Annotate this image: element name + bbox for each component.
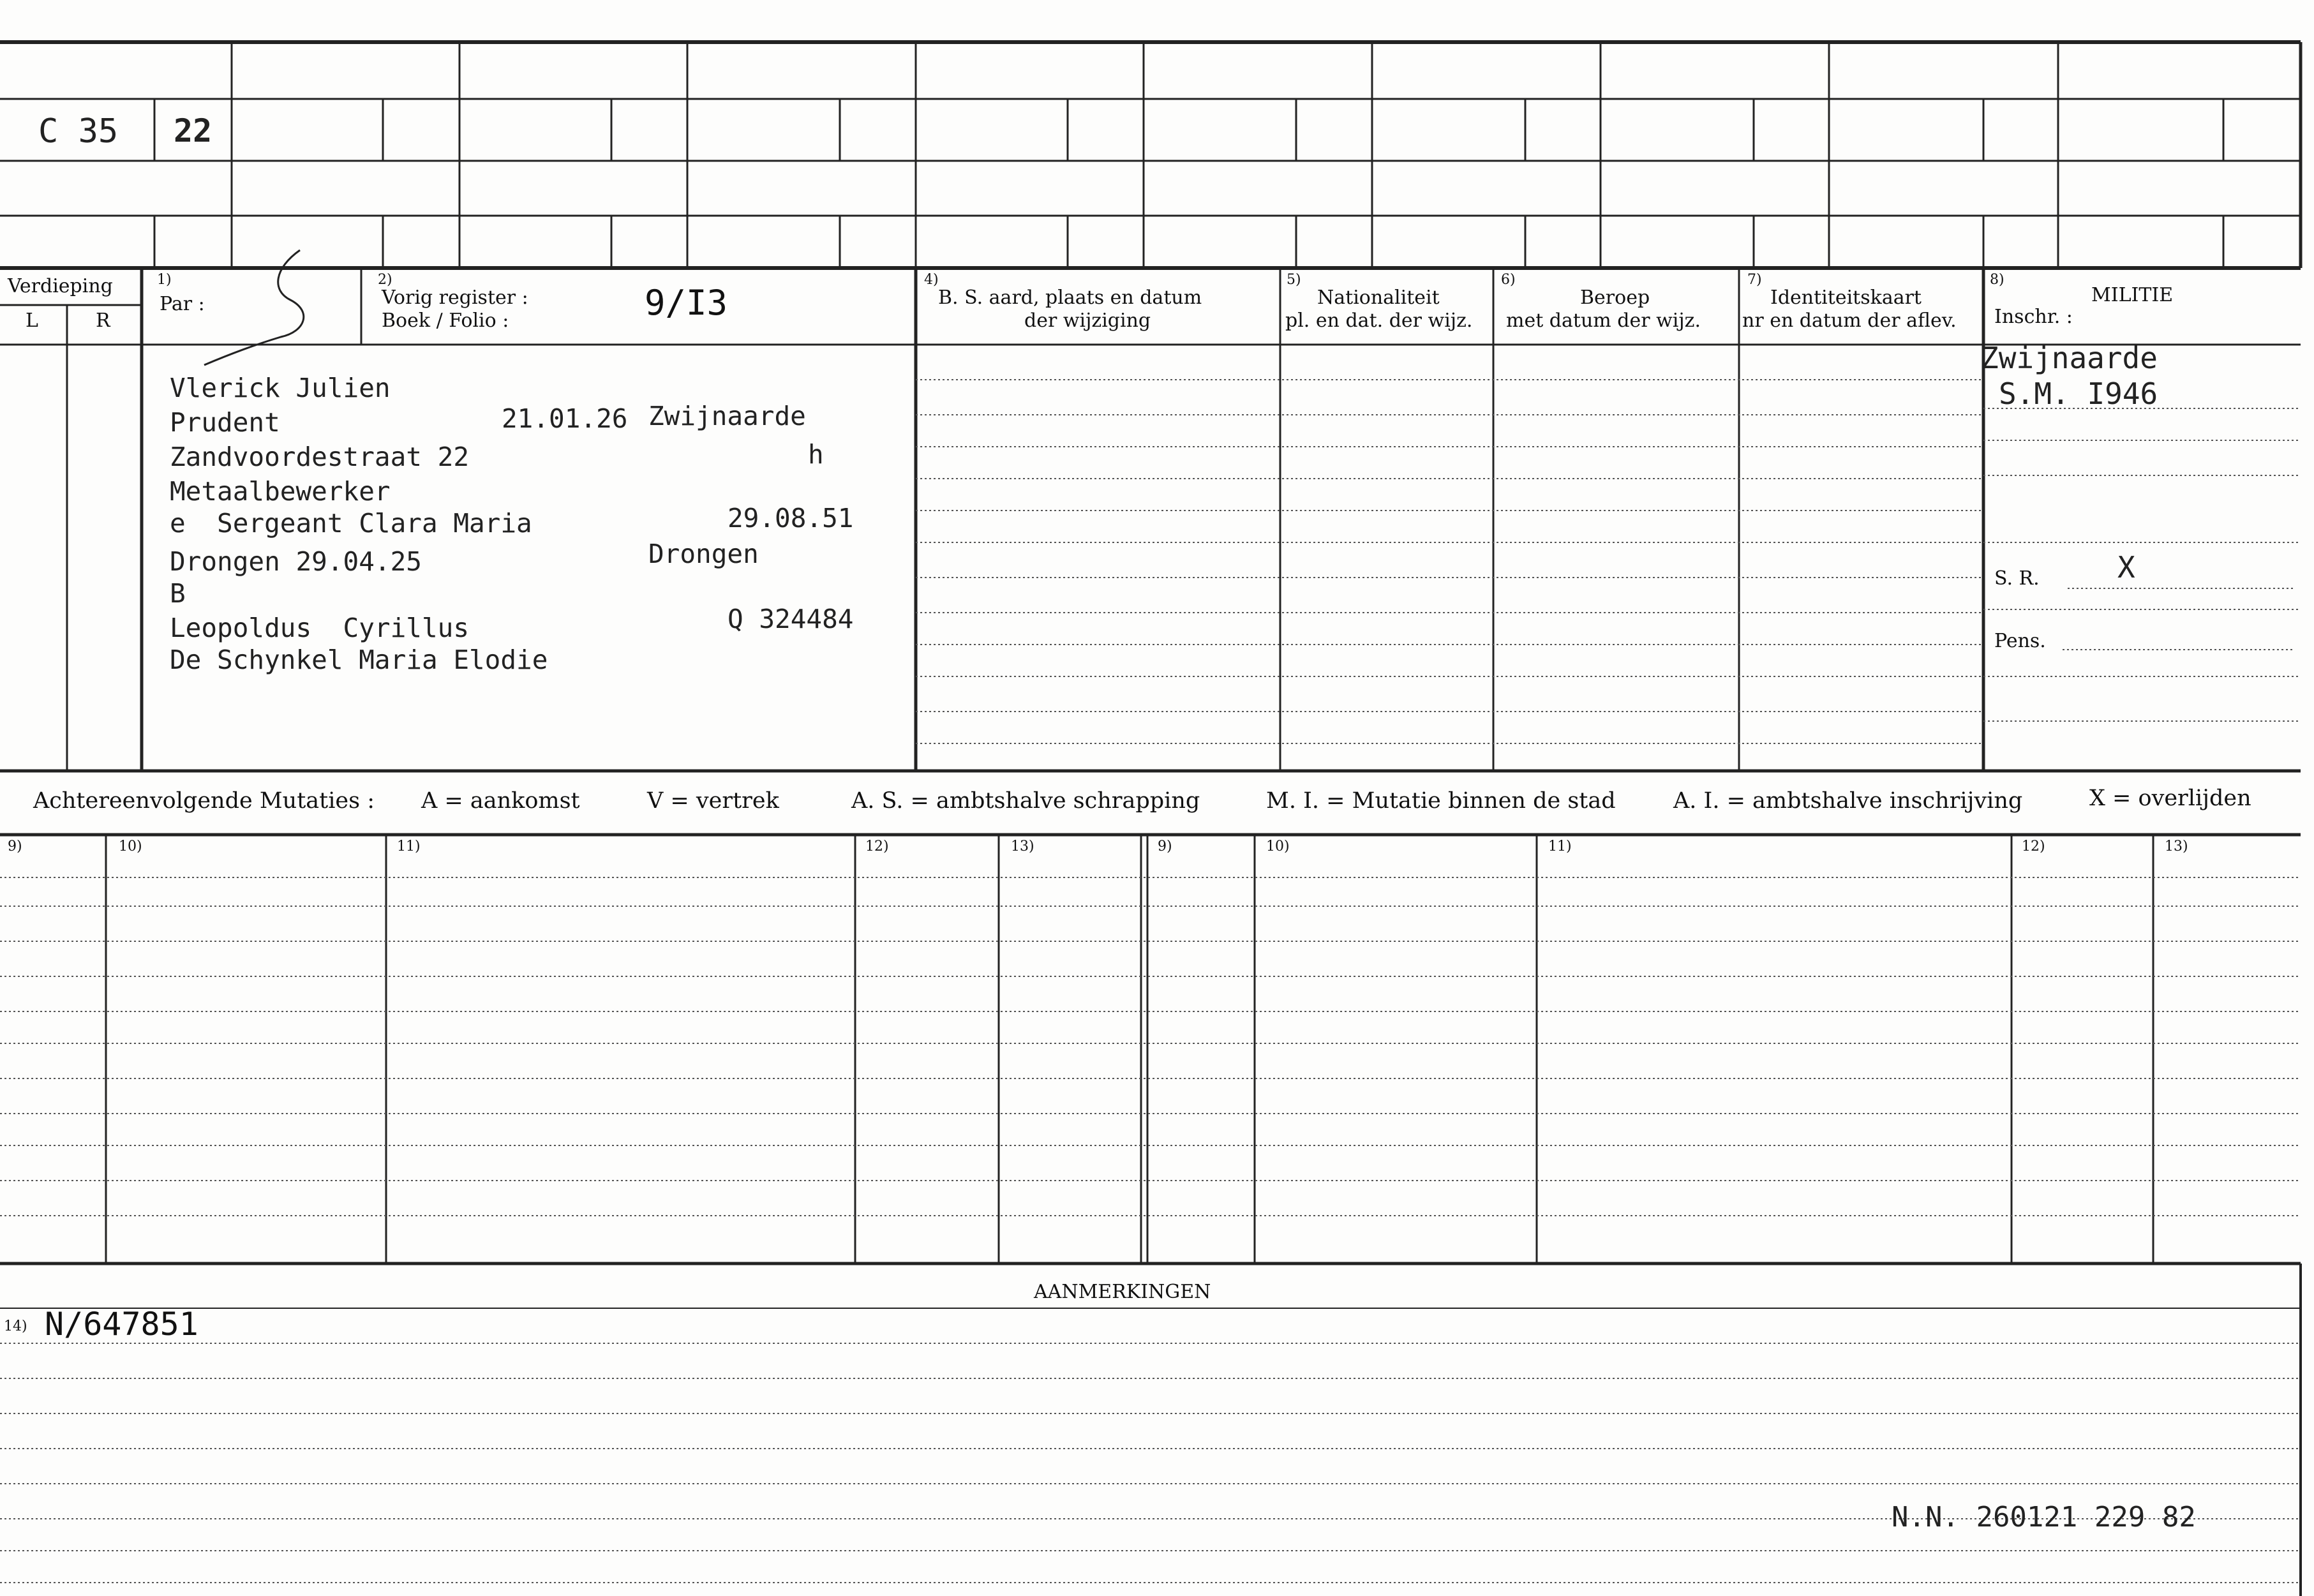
field-number-1: 1) xyxy=(157,272,172,288)
spouse: e Sergeant Clara Maria xyxy=(170,508,532,539)
mutatie-ambtshalve-schrapping: A. S. = ambtshalve schrapping xyxy=(851,788,1200,814)
par-label: Par : xyxy=(160,293,205,315)
field-number-5: 5) xyxy=(1287,272,1301,288)
col-13-right: 13) xyxy=(2165,839,2188,854)
col-r-label: R xyxy=(96,310,110,332)
person-second-name: Prudent xyxy=(170,407,280,438)
marriage-date: 29.08.51 xyxy=(728,503,854,533)
boek-folio-label: Boek / Folio : xyxy=(382,310,509,332)
aanmerkingen-title: AANMERKINGEN xyxy=(1034,1281,1211,1303)
vorig-register-label: Vorig register : xyxy=(382,287,528,309)
col-12-left: 12) xyxy=(865,839,889,854)
address-mark: h xyxy=(808,439,824,470)
mutatie-vertrek: V = vertrek xyxy=(647,788,779,814)
top-grid-code: C 35 xyxy=(38,112,119,151)
sr-label: S. R. xyxy=(1994,567,2040,590)
beroep-header-line2: met datum der wijz. xyxy=(1506,310,1701,332)
bs-header-line2: der wijziging xyxy=(1024,310,1151,332)
identiteitskaart-header-line2: nr en datum der aflev. xyxy=(1742,310,1957,332)
mother-name: De Schynkel Maria Elodie xyxy=(170,645,548,675)
field-number-2: 2) xyxy=(378,272,392,288)
spouse-birth: Drongen 29.04.25 xyxy=(170,546,422,577)
militie-label: MILITIE xyxy=(2091,284,2174,306)
inschr-label: Inschr. : xyxy=(1994,306,2073,328)
spouse-birth-place: Drongen xyxy=(648,539,759,569)
col-11-left: 11) xyxy=(397,839,421,854)
field-number-6: 6) xyxy=(1501,272,1516,288)
bs-header-line1: B. S. aard, plaats en datum xyxy=(938,287,1202,309)
top-grid-number: 22 xyxy=(174,112,213,149)
mutatie-binnen-de-stad: M. I. = Mutatie binnen de stad xyxy=(1266,788,1616,814)
mutatie-aankomst: A = aankomst xyxy=(421,788,580,814)
occupation: Metaalbewerker xyxy=(170,476,391,507)
birth-place: Zwijnaarde xyxy=(648,401,806,431)
aanmerking-value: N/647851 xyxy=(45,1306,198,1343)
beroep-header-line1: Beroep xyxy=(1580,287,1650,309)
verdieping-label: Verdieping xyxy=(8,275,113,297)
sr-value: X xyxy=(2117,550,2135,585)
field-number-14: 14) xyxy=(4,1318,27,1334)
birth-date: 21.01.26 xyxy=(502,403,628,434)
col-9-left: 9) xyxy=(8,839,22,854)
col-12-right: 12) xyxy=(2022,839,2045,854)
father-name: Leopoldus Cyrillus xyxy=(170,613,469,643)
col-11-right: 11) xyxy=(1548,839,1572,854)
col-9-right: 9) xyxy=(1158,839,1172,854)
field-number-7: 7) xyxy=(1747,272,1762,288)
national-number: N.N. 260121 229 82 xyxy=(1892,1501,2196,1533)
pens-label: Pens. xyxy=(1994,630,2046,652)
col-10-left: 10) xyxy=(119,839,142,854)
col-l-label: L xyxy=(26,310,38,332)
nationality-code: B xyxy=(170,578,186,609)
militie-place: Zwijnaarde xyxy=(1981,341,2158,375)
field-number-4: 4) xyxy=(924,272,939,288)
col-13-left: 13) xyxy=(1011,839,1034,854)
mutaties-label: Achtereenvolgende Mutaties : xyxy=(33,788,375,814)
person-name: Vlerick Julien xyxy=(170,373,391,403)
mutatie-overlijden: X = overlijden xyxy=(2089,786,2251,811)
mutatie-ambtshalve-inschrijving: A. I. = ambtshalve inschrijving xyxy=(1673,788,2023,814)
identiteitskaart-header-line1: Identiteitskaart xyxy=(1770,287,1922,309)
id-code: Q 324484 xyxy=(728,604,854,634)
col-10-right: 10) xyxy=(1266,839,1290,854)
vorig-register-value: 9/I3 xyxy=(645,283,728,323)
nationaliteit-header-line1: Nationaliteit xyxy=(1317,287,1440,309)
militie-sm: S.M. I946 xyxy=(1999,377,2158,411)
field-number-8: 8) xyxy=(1990,272,2004,288)
address: Zandvoordestraat 22 xyxy=(170,442,469,472)
nationaliteit-header-line2: pl. en dat. der wijz. xyxy=(1285,310,1473,332)
